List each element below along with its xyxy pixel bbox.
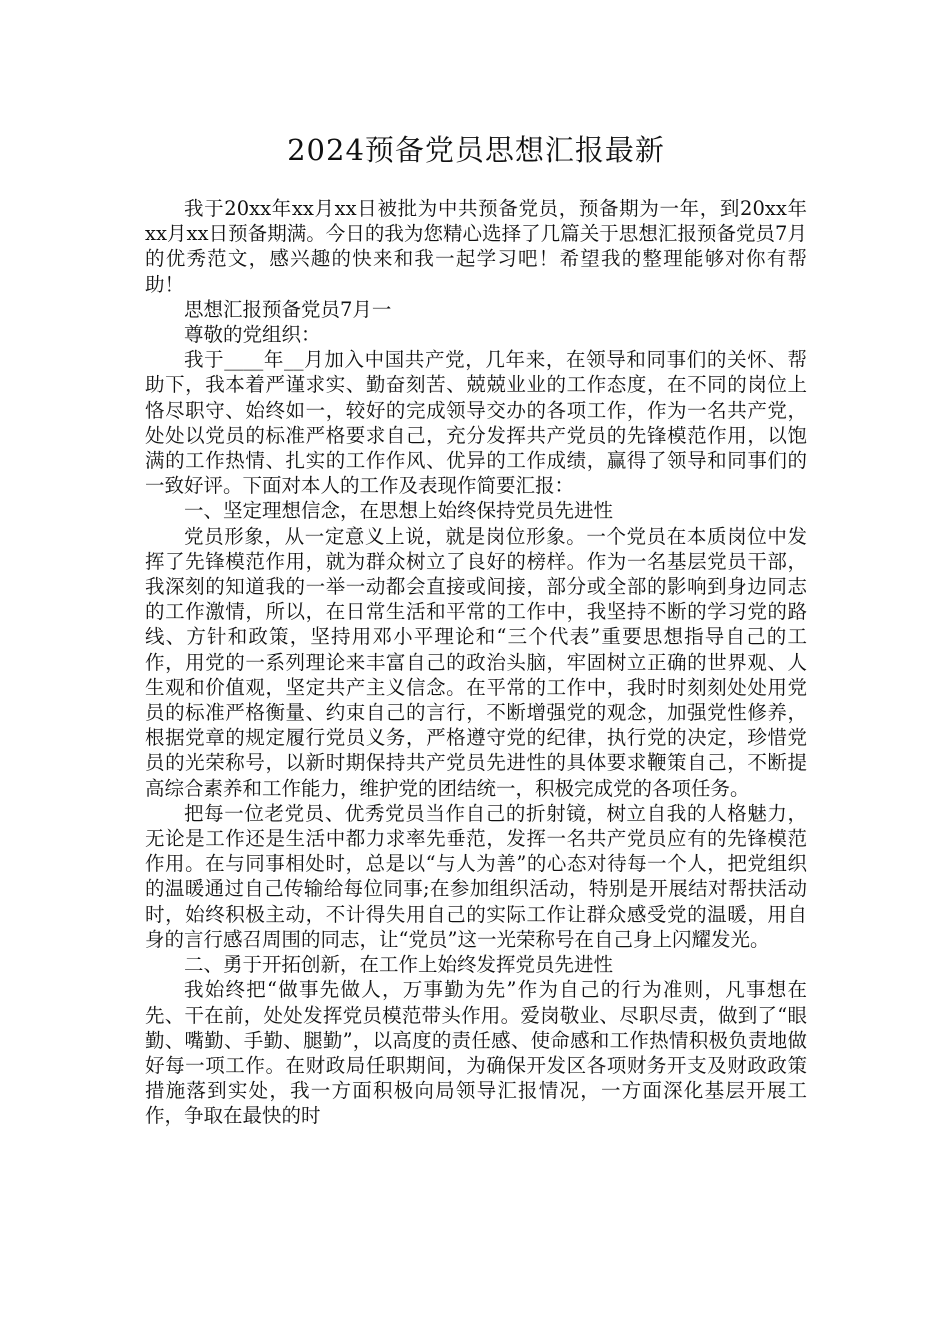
paragraph-section-1-heading: 一、坚定理想信念，在思想上始终保持党员先进性 — [184, 499, 614, 523]
paragraph-intro: 我于20xx年xx月xx日被批为中共预备党员，预备期为一年，到20xx年xx月xx日预备期满。今日的我为您精心选择了几篇关于思想汇报预备党员7月的优秀范文，感兴趣的快来和我一起学习吧！希望我的整理能够对你有帮助！ — [145, 197, 807, 296]
paragraph-section-1-body: 党员形象，从一定意义上说，就是岗位形象。一个党员在本质岗位中发挥了先锋模范作用，就为群众树立了良好的榜样。作为一名基层党员干部，我深刻的知道我的一举一动都会直接或间接，部分或全部的影响到身边同志的工作激情，所以，在日常生活和平常的工作中，我坚持不断的学习党的路线、方针和政策，坚持用邓小平理论和“三个代表”重要思想指导自己的工作，用党的一系列理论来丰富自己的政治头脑，牢固树立正确的世界观、人生观和价值观，坚定共产主义信念。在平常的工作中，我时时刻刻处处用党员的标准严格衡量、约束自己的言行，不断增强党的观念，加强党性修养，根据党章的规定履行党员义务，严格遵守党的纪律，执行党的决定，珍惜党员的光荣称号，以新时期保持共产党员先进性的具体要求鞭策自己，不断提高综合素养和工作能力，维护党的团结统一，积极完成党的各项任务。 — [145, 524, 807, 800]
document-page — [145, 128, 807, 1129]
paragraph-section-1-body-2: 把每一位老党员、优秀党员当作自己的折射镜，树立自我的人格魅力，无论是工作还是生活中都力求率先垂范，发挥一名共产党员应有的先锋模范作用。在与同事相处时，总是以“与人为善”的心态对待每一个人，把党组织的温暖通过自己传输给每位同事;在参加组织活动，特别是开展结对帮扶活动时，始终积极主动，不计得失用自己的实际工作让群众感受党的温暖，用自身的言行感召周围的同志，让“党员”这一光荣称号在自己身上闪耀发光。 — [145, 801, 807, 951]
paragraph-section-2-body: 我始终把“做事先做人，万事勤为先”作为自己的行为准则，凡事想在先、干在前，处处发挥党员模范带头作用。爱岗敬业、尽职尽责，做到了“眼勤、嘴勤、手勤、腿勤”，以高度的责任感、使命感和工作热情积极负责地做好每一项工作。在财政局任职期间，为确保开发区各项财务开支及财政政策措施落到实处，我一方面积极向局领导汇报情况，一方面深化基层开展工作，争取在最快的时 — [145, 978, 807, 1128]
paragraph-section-2-heading: 二、勇于开拓创新，在工作上始终发挥党员先进性 — [184, 953, 614, 977]
document-title: 2024预备党员思想汇报最新 — [287, 133, 665, 167]
paragraph-overview: 我于____年__月加入中国共产党，几年来，在领导和同事们的关怀、帮助下，我本着严谨求实、勤奋刻苦、兢兢业业的工作态度，在不同的岗位上恪尽职守、始终如一，较好的完成领导交办的各项工作，作为一名共产党，处处以党员的标准严格要求自己，充分发挥共产党员的先锋模范作用，以饱满的工作热情、扎实的工作作风、优异的工作成绩，赢得了领导和同事们的一致好评。下面对本人的工作及表现作简要汇报： — [145, 348, 807, 498]
paragraph-salutation: 尊敬的党组织： — [184, 323, 321, 347]
document-body — [145, 196, 807, 1129]
paragraph-heading-article: 思想汇报预备党员7月一 — [184, 297, 392, 321]
